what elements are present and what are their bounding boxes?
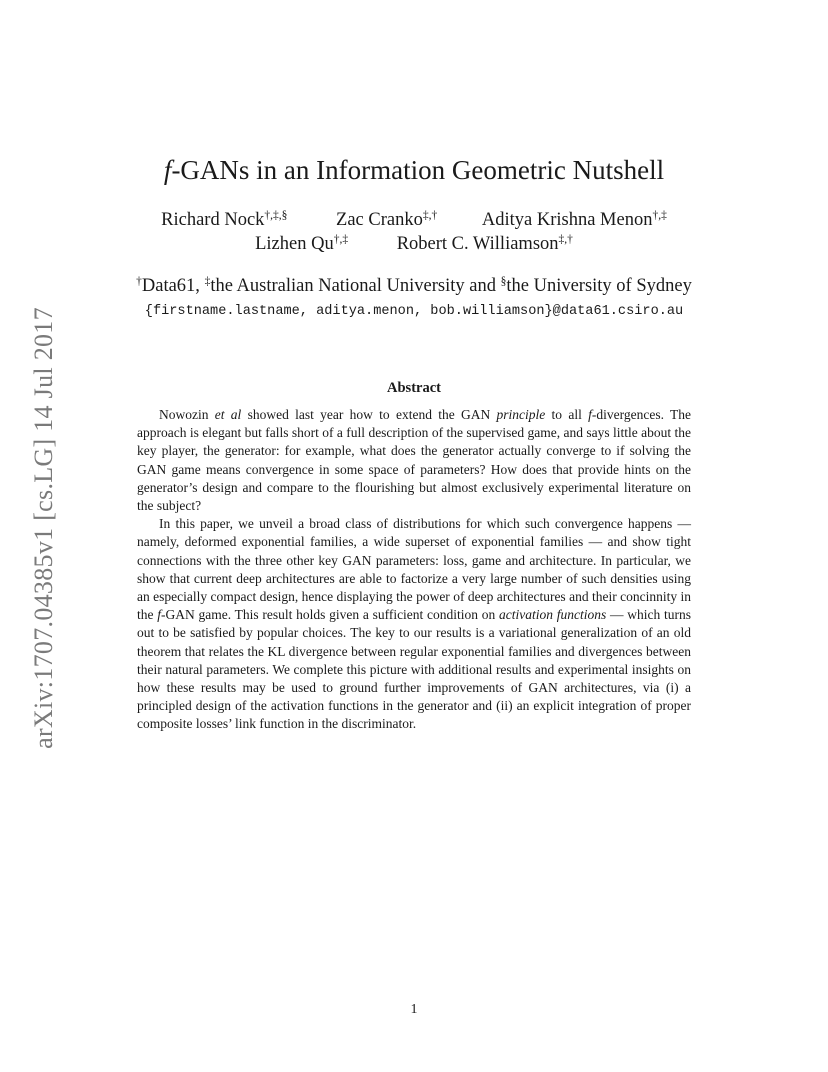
- author-robert-williamson: Robert C. Williamson‡,†: [396, 233, 573, 254]
- affil-sydney: the University of Sydney: [506, 276, 692, 296]
- affil-anu: the Australian National University and: [210, 276, 501, 296]
- affil-mark-dagger: †: [136, 275, 142, 288]
- affil-mark-double-dagger: ‡: [204, 275, 211, 288]
- title-math-f: f: [163, 155, 172, 185]
- affil-mark-section: §: [500, 275, 507, 288]
- abstract-heading: Abstract: [387, 380, 441, 396]
- title-text: -GANs in an Information Geometric Nutshell: [171, 155, 665, 185]
- affil-data61: Data61,: [141, 276, 205, 296]
- author-aditya-krishna-menon: Aditya Krishna Menon†,‡: [481, 209, 667, 230]
- author-richard-nock: Richard Nock†,‡,§: [161, 209, 288, 230]
- page-number: 1: [410, 1002, 418, 1017]
- authors-row-1: [0, 208, 828, 232]
- abstract-paragraph-2: In this paper, we unveil a broad class of distributions for which such convergence happens — namely, deformed exponential families, a wide superset of exponential families — and show tight connections with the three other key GAN parameters: loss, game and architecture. In particular, we show that current deep architectures are able to factorize a very large number of such densities using an especially compact design, hence displaying the power of deep architectures and their concinnity in the f-GAN game. This result holds given a sufficient condition on activation functions — which turns out to be satisfied by popular choices. The key to our results is a variational generalization of an old theorem that relates the KL divergence between regular exponential families and divergences between their natural parameters. We complete this picture with additional results and experimental insights on how these results may be used to ground further improvements of GAN architectures, via (i) a principled design of the activation functions in the generator and (ii) an explicit integration of proper composite losses’ link function in the discriminator.: [137, 516, 691, 732]
- abstract-body: [137, 406, 691, 734]
- author-emails: {firstname.lastname, aditya.menon, bob.williamson}@data61.csiro.au: [144, 304, 684, 319]
- authors-row-2: [0, 232, 828, 256]
- abstract-paragraph-1: Nowozin et al showed last year how to extend the GAN principle to all f-divergences. The approach is elegant but falls short of a full description of the supervised game, and says little about the key player, the generator: for example, what does the generator actually converge to if solving the GAN game means convergence in some space of parameters? How does that provide hints on the generator’s design and compare to the flourishing but almost exclusively experimental literature on the subject?: [137, 407, 692, 514]
- paper-title: [0, 152, 828, 188]
- author-lizhen-qu: Lizhen Qu†,‡: [255, 233, 349, 254]
- arxiv-identifier-stamp: arXiv:1707.04385v1 [cs.LG] 14 Jul 2017: [29, 307, 58, 749]
- affiliations: [0, 274, 828, 298]
- author-zac-cranko: Zac Cranko‡,†: [336, 209, 438, 230]
